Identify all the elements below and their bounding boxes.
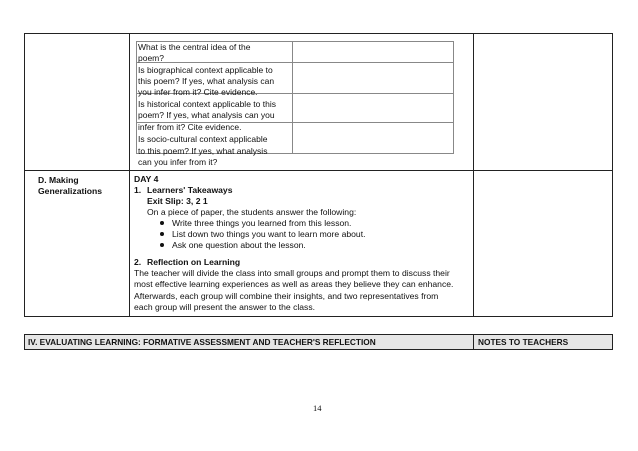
question-3-line-3: infer from it? Cite evidence.	[138, 122, 242, 132]
column-divider-1	[129, 33, 130, 317]
item-2-number: 2.	[134, 257, 142, 267]
item-1-subtitle: Exit Slip: 3, 2 1	[147, 196, 208, 206]
section-d-label-line-2: Generalizations	[38, 186, 102, 196]
question-3-line-1: Is historical context applicable to this	[138, 99, 276, 109]
item-1-number: 1.	[134, 185, 142, 195]
bullet-icon	[160, 232, 164, 236]
section-d-label-line-1: D. Making	[38, 175, 79, 185]
question-table-right	[453, 41, 454, 154]
question-1-line-2: poem?	[138, 53, 164, 63]
column-divider-2	[473, 33, 474, 317]
row-divider	[24, 170, 612, 171]
table-left-border	[24, 33, 25, 317]
table-bottom-border	[24, 316, 612, 317]
item-2-paragraph-line-3: Afterwards, each group will combine their insights, and two representatives from	[134, 291, 439, 301]
question-2-line-2: this poem? If yes, what analysis can	[138, 76, 275, 86]
bullet-item	[160, 229, 365, 240]
question-2-line-1: Is biographical context applicable to	[138, 65, 273, 75]
question-row-divider	[136, 62, 454, 63]
section-iv-title: IV. EVALUATING LEARNING: FORMATIVE ASSESSMENT AND TEACHER'S REFLECTION	[28, 337, 376, 347]
bullet-text: List down two things you want to learn more about.	[172, 229, 366, 239]
question-table-mid	[292, 41, 293, 154]
item-2-paragraph-line-1: The teacher will divide the class into small groups and prompt them to discuss their	[134, 268, 450, 278]
item-1-title: Learners' Takeaways	[147, 185, 233, 195]
question-2-line-3: you infer from it? Cite evidence.	[138, 87, 258, 97]
bullet-text: Write three things you learned from this lesson.	[172, 218, 352, 228]
item-2-paragraph-line-2: most effective learning experiences as well as areas they believe they can enhance.	[134, 279, 454, 289]
bullet-icon	[160, 221, 164, 225]
page-number: 14	[313, 403, 322, 413]
question-3-line-2: poem? If yes, what analysis can you	[138, 110, 275, 120]
table-top-border	[24, 33, 612, 34]
question-4-line-3: can you infer from it?	[138, 157, 218, 167]
bullet-text: Ask one question about the lesson.	[172, 240, 306, 250]
day-heading: DAY 4	[134, 174, 159, 184]
bullet-item	[160, 218, 351, 229]
question-table-left	[136, 41, 137, 154]
item-1-intro: On a piece of paper, the students answer the following:	[147, 207, 357, 217]
table-right-border	[612, 33, 613, 317]
bullet-icon	[160, 243, 164, 247]
item-2-paragraph-line-4: each group will present the answer to the class.	[134, 302, 316, 312]
notes-to-teachers-heading: NOTES TO TEACHERS	[478, 337, 569, 347]
bullet-item	[160, 240, 306, 251]
question-4-line-1: Is socio-cultural context applicable	[138, 134, 268, 144]
question-4-line-2: to this poem? If yes, what analysis	[138, 146, 268, 156]
item-2-title: Reflection on Learning	[147, 257, 241, 267]
question-1-line-1: What is the central idea of the	[138, 42, 251, 52]
section-iv-divider	[473, 334, 474, 350]
